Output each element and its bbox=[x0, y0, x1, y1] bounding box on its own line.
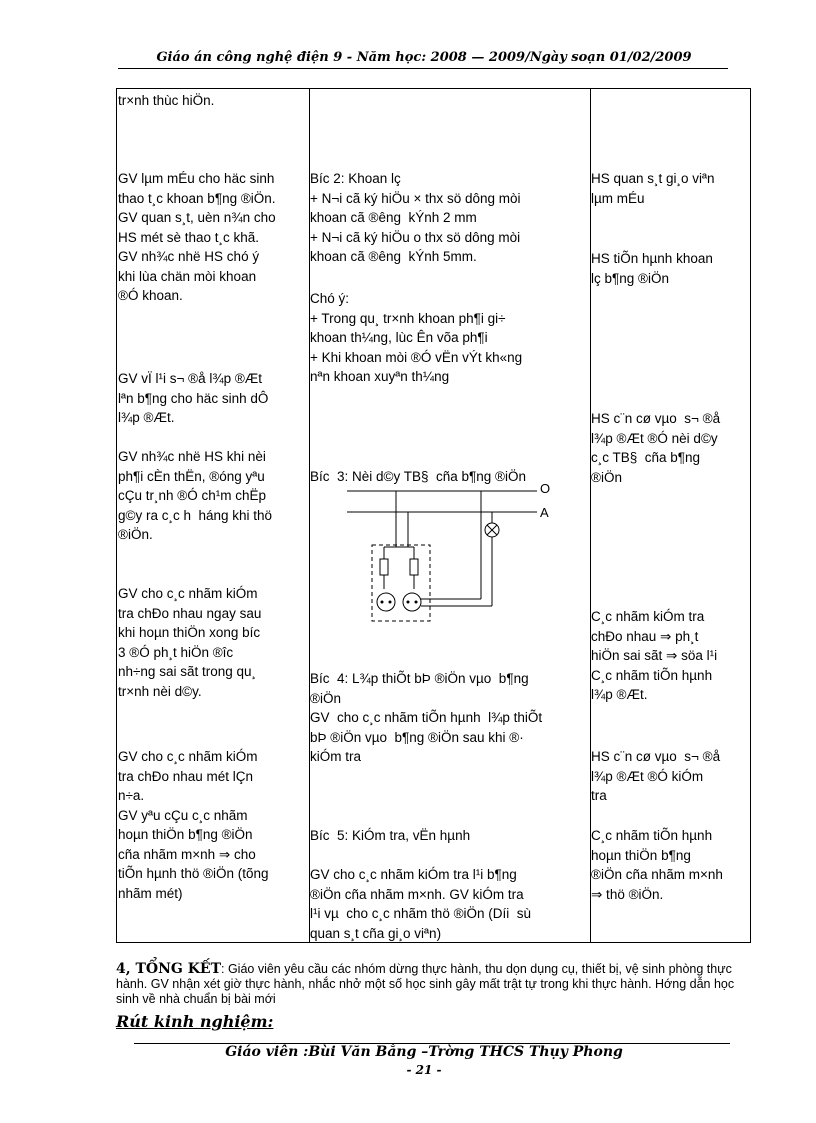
lesson-content: Bíc 4: L¾p thiÕt bÞ ®iÖn vµo b¶ng ®iÖn GV cho c¸c nhãm tiÕn hµnh l¾p thiÕt bÞ ®iÖn vµo b¶ng ®iÖn sau khi ®· kiÓm tra bbox=[310, 671, 543, 764]
lesson-content: Bíc 2: Khoan lç + N¬i cã ký hiÖu × thx sö dông mòi khoan cã ®êng kÝnh 2 mm + N¬i cã ký hiÖu o thx sö dông mòi khoan cã ®êng kÝnh 5mm. bbox=[310, 171, 521, 264]
header-rule bbox=[118, 68, 728, 69]
student-activity: HS c¨n cø vµo s¬ ®å l¾p ®Æt ®Ó nèi d©y c¸c TB§ cña b¶ng ®iÖn bbox=[591, 411, 721, 485]
lesson-content: Bíc 5: KiÓm tra, vËn hµnh bbox=[310, 828, 471, 843]
student-activity: HS tiÕn hµnh khoan lç b¶ng ®iÖn bbox=[591, 251, 713, 286]
lesson-content: Chó ý: + Trong qu¸ tr×nh khoan ph¶i gi÷ khoan th¼ng, lùc Ên võa ph¶i + Khi khoan mòi ®Ó vËn vÝt kh«ng nªn khoan xuyªn th¼ng bbox=[310, 291, 523, 384]
teacher-activity: GV vÏ l¹i s¬ ®å l¾p ®Æt lªn b¶ng cho häc sinh dÔ l¾p ®Æt. bbox=[118, 371, 269, 425]
student-activity: HS quan s¸t gi¸o viªn lµm mÉu bbox=[591, 171, 715, 206]
page-header: Giáo án công nghệ điện 9 - Năm học: 2008 — 2009/Ngày soạn 01/02/2009 bbox=[156, 50, 692, 65]
column-divider bbox=[590, 89, 591, 942]
wiring-diagram bbox=[342, 479, 582, 639]
teacher-activity: GV nh¾c nhë HS khi nèi ph¶i cÈn thËn, ®óng yªu cÇu tr¸nh ®Ó ch¹m chËp g©y ra c¸c h háng khi thö ®iÖn. bbox=[118, 449, 273, 542]
student-activity: C¸c nhãm tiÕn hµnh hoµn thiÖn b¶ng ®iÖn cña nhãm m×nh ⇒ thö ®iÖn. bbox=[591, 828, 723, 902]
student-activity: HS c¨n cø vµo s¬ ®å l¾p ®Æt ®Ó kiÓm tra bbox=[591, 749, 721, 803]
teacher-activity: GV cho c¸c nhãm kiÓm tra chÐo nhau mét lÇn n÷a. GV yªu cÇu c¸c nhãm hoµn thiÖn b¶ng ®iÖn cña nhãm m×nh ⇒ cho tiÕn hµnh thö ®iÖn (tõng nhãm mét) bbox=[118, 749, 269, 901]
neutral-label: O bbox=[540, 481, 551, 496]
teacher-activity: GV lµm mÉu cho häc sinh thao t¸c khoan b¶ng ®iÖn. GV quan s¸t, uèn n¾n cho HS mét sè thao t¸c khã. GV nh¾c nhë HS chó ý khi lùa chän mòi khoan ®Ó khoan. bbox=[118, 171, 276, 303]
page-number: - 21 - bbox=[406, 1063, 442, 1077]
lessons-learned-title: Rút kinh nghiệm: bbox=[116, 1012, 274, 1031]
lesson-table bbox=[116, 88, 751, 943]
summary-section bbox=[116, 962, 736, 1007]
summary-heading: 4, TỔNG KẾT bbox=[116, 961, 221, 977]
phase-label: A bbox=[540, 505, 549, 520]
student-activity: C¸c nhãm kiÓm tra chÐo nhau ⇒ ph¸t hiÖn sai sãt ⇒ söa l¹i C¸c nhãm tiÕn hµnh l¾p ®Æt. bbox=[591, 609, 718, 702]
lesson-content: GV cho c¸c nhãm kiÓm tra l¹i b¶ng ®iÖn cña nhãm m×nh. GV kiÓm tra l¹i vµ cho c¸c nhãm thö ®iÖn (Díi sù quan s¸t cña gi¸o viªn) bbox=[310, 867, 532, 941]
teacher-activity: tr×nh thùc hiÖn. bbox=[118, 93, 215, 108]
lesson-content: Bíc 3: Nèi d©y TB§ cña b¶ng ®iÖn bbox=[310, 469, 526, 484]
page-footer: Giáo viên :Bùi Văn Bằng –Trờng THCS Thụy Phong bbox=[225, 1044, 623, 1060]
summary-text: : Giáo viên yêu cầu các nhóm dừng thực hành, thu dọn dụng cụ, thiết bị, vệ sinh phòng thực hành. GV nhận xét giờ thực hành, nhắc nhở một số học sinh gây mất trật tự trong khi thực hành. Hớng dẫn học sinh về nhà chuẩn bị bài mới bbox=[116, 962, 735, 1006]
teacher-activity: GV cho c¸c nhãm kiÓm tra chÐo nhau ngay sau khi hoµn thiÖn xong bíc 3 ®Ó ph¸t hiÖn ®îc nh÷ng sai sãt trong qu¸ tr×nh nèi d©y. bbox=[118, 586, 262, 699]
